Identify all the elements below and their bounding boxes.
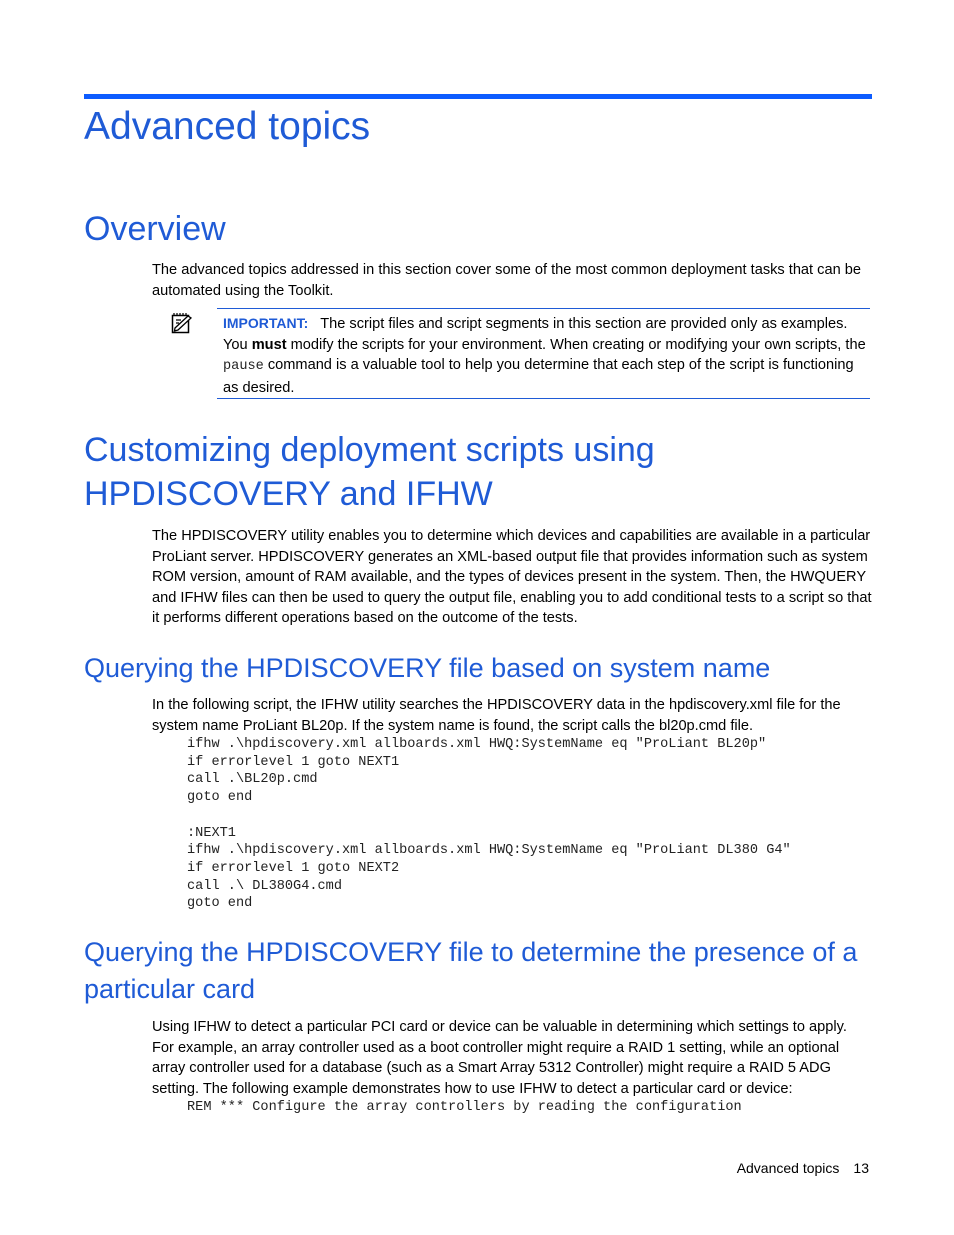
customizing-heading: Customizing deployment scripts using HPDISCOVERY and IFHW: [84, 431, 655, 513]
important-label: IMPORTANT:: [223, 315, 309, 331]
note-inline-code: pause: [223, 359, 264, 375]
customizing-paragraph: The HPDISCOVERY utility enables you to determine which devices and capabilities are available in a particular ProLiant server. HPDISCOVERY generates an XML-based output file that provides information such as system ROM version, amount of RAM available, and the types of devices present in the system. Then, the HWQUERY and IFHW files can then be used to query the output file, enabling you to add conditional tests to a script so that it performs different operations based on the outcome of the tests.: [152, 528, 872, 627]
query-name-code-block: ifhw .\hpdiscovery.xml allboards.xml HWQ:SystemName eq "ProLiant BL20p" if errorlevel 1 goto NEXT1 call .\BL20p.cmd goto end :NEXT1 ifhw .\hpdiscovery.xml allboards.xml HWQ:SystemName eq "ProLiant DL380 G4" if errorlevel 1 goto NEXT2 call .\ DL380G4.cmd goto end: [187, 737, 791, 912]
important-note-icon: [171, 312, 193, 334]
important-note-text: [223, 313, 871, 398]
footer-section-name: Advanced topics: [736, 1160, 840, 1176]
note-text-part-1: The script files and script segments in this section are provided only as examples. You: [223, 316, 848, 353]
overview-heading: Overview: [84, 210, 226, 248]
query-name-paragraph: In the following script, the IFHW utility searches the HPDISCOVERY data in the hpdiscovery.xml file for the system name ProLiant BL20p. If the system name is found, the script calls the bl20p.cmd file.: [152, 697, 841, 734]
note-bold-word: must: [251, 336, 287, 353]
query-name-heading: Querying the HPDISCOVERY file based on system name: [84, 653, 771, 683]
query-card-code-block: REM *** Configure the array controllers by reading the configuration: [187, 1100, 742, 1115]
chapter-title: Advanced topics: [84, 105, 371, 148]
page-footer: [737, 1158, 869, 1178]
overview-paragraph: The advanced topics addressed in this section cover some of the most common deployment tasks that can be automated using the Toolkit.: [152, 262, 861, 299]
note-text-part-2: modify the scripts for your environment. When creating or modifying your own scripts, the: [286, 336, 866, 353]
query-card-paragraph: Using IFHW to detect a particular PCI card or device can be valuable in determining which settings to apply. For example, an array controller used as a boot controller might require a RAID 1 setting, while an optional array controller used for a database (such as a Smart Array 5312 Controller) might require a RAID 5 ADG setting. The following example demonstrates how to use IFHW to detect a particular card or device:: [152, 1019, 847, 1097]
note-text-part-3: command is a valuable tool to help you determine that each step of the script is functioning as desired.: [223, 357, 854, 396]
footer-page-number: 13: [853, 1160, 869, 1176]
chapter-top-rule: [84, 94, 872, 99]
query-card-heading: Querying the HPDISCOVERY file to determine the presence of a particular card: [84, 937, 858, 1004]
